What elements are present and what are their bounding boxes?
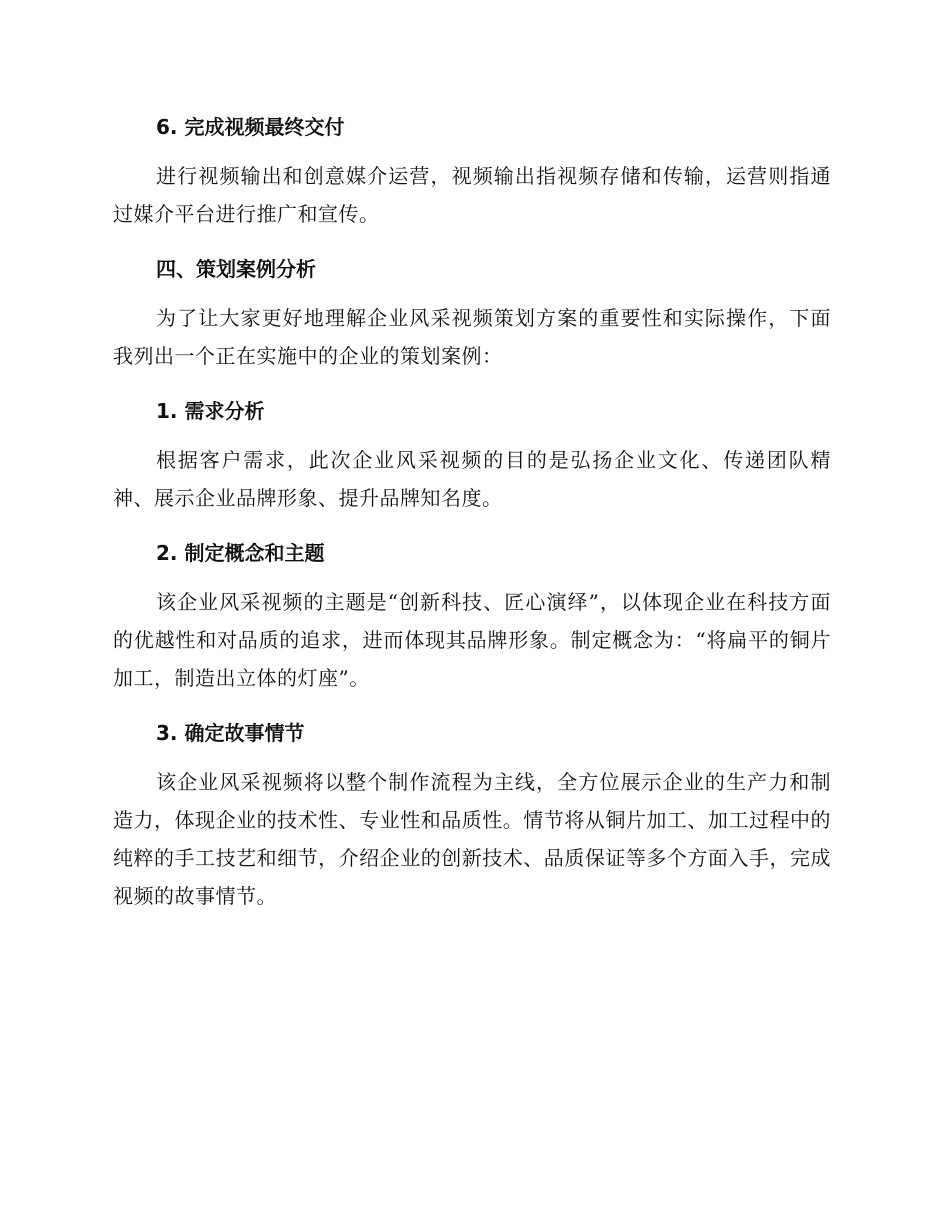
document-body: [113, 105, 831, 929]
section-paragraph-requirements: 根据客户需求，此次企业风采视频的目的是弘扬企业文化、传递团队精神、展示企业品牌形象、提升品牌知名度。: [113, 448, 831, 510]
section-heading-storyline: 3. 确定故事情节: [156, 721, 305, 745]
section-heading-case-analysis: 四、策划案例分析: [156, 257, 316, 281]
section-heading-requirements: 1. 需求分析: [156, 399, 265, 423]
section-heading-delivery: 6. 完成视频最终交付: [156, 115, 345, 139]
section-paragraph-storyline: 该企业风采视频将以整个制作流程为主线，全方位展示企业的生产力和制造力，体现企业的技术性、专业性和品质性。情节将从铜片加工、加工过程中的纯粹的手工技艺和细节，介绍企业的创新技术、品质保证等多个方面入手，完成视频的故事情节。: [113, 770, 831, 908]
section-paragraph-case-analysis: 为了让大家更好地理解企业风采视频策划方案的重要性和实际操作，下面我列出一个正在实施中的企业的策划案例：: [113, 306, 831, 368]
section-paragraph-concept-theme: 该企业风采视频的主题是“创新科技、匠心演绎”，以体现企业在科技方面的优越性和对品质的追求，进而体现其品牌形象。制定概念为：“将扁平的铜片加工，制造出立体的灯座”。: [113, 590, 831, 690]
section-heading-concept-theme: 2. 制定概念和主题: [156, 541, 325, 565]
section-paragraph-delivery: 进行视频输出和创意媒介运营，视频输出指视频存储和传输，运营则指通过媒介平台进行推广和宣传。: [113, 164, 831, 226]
